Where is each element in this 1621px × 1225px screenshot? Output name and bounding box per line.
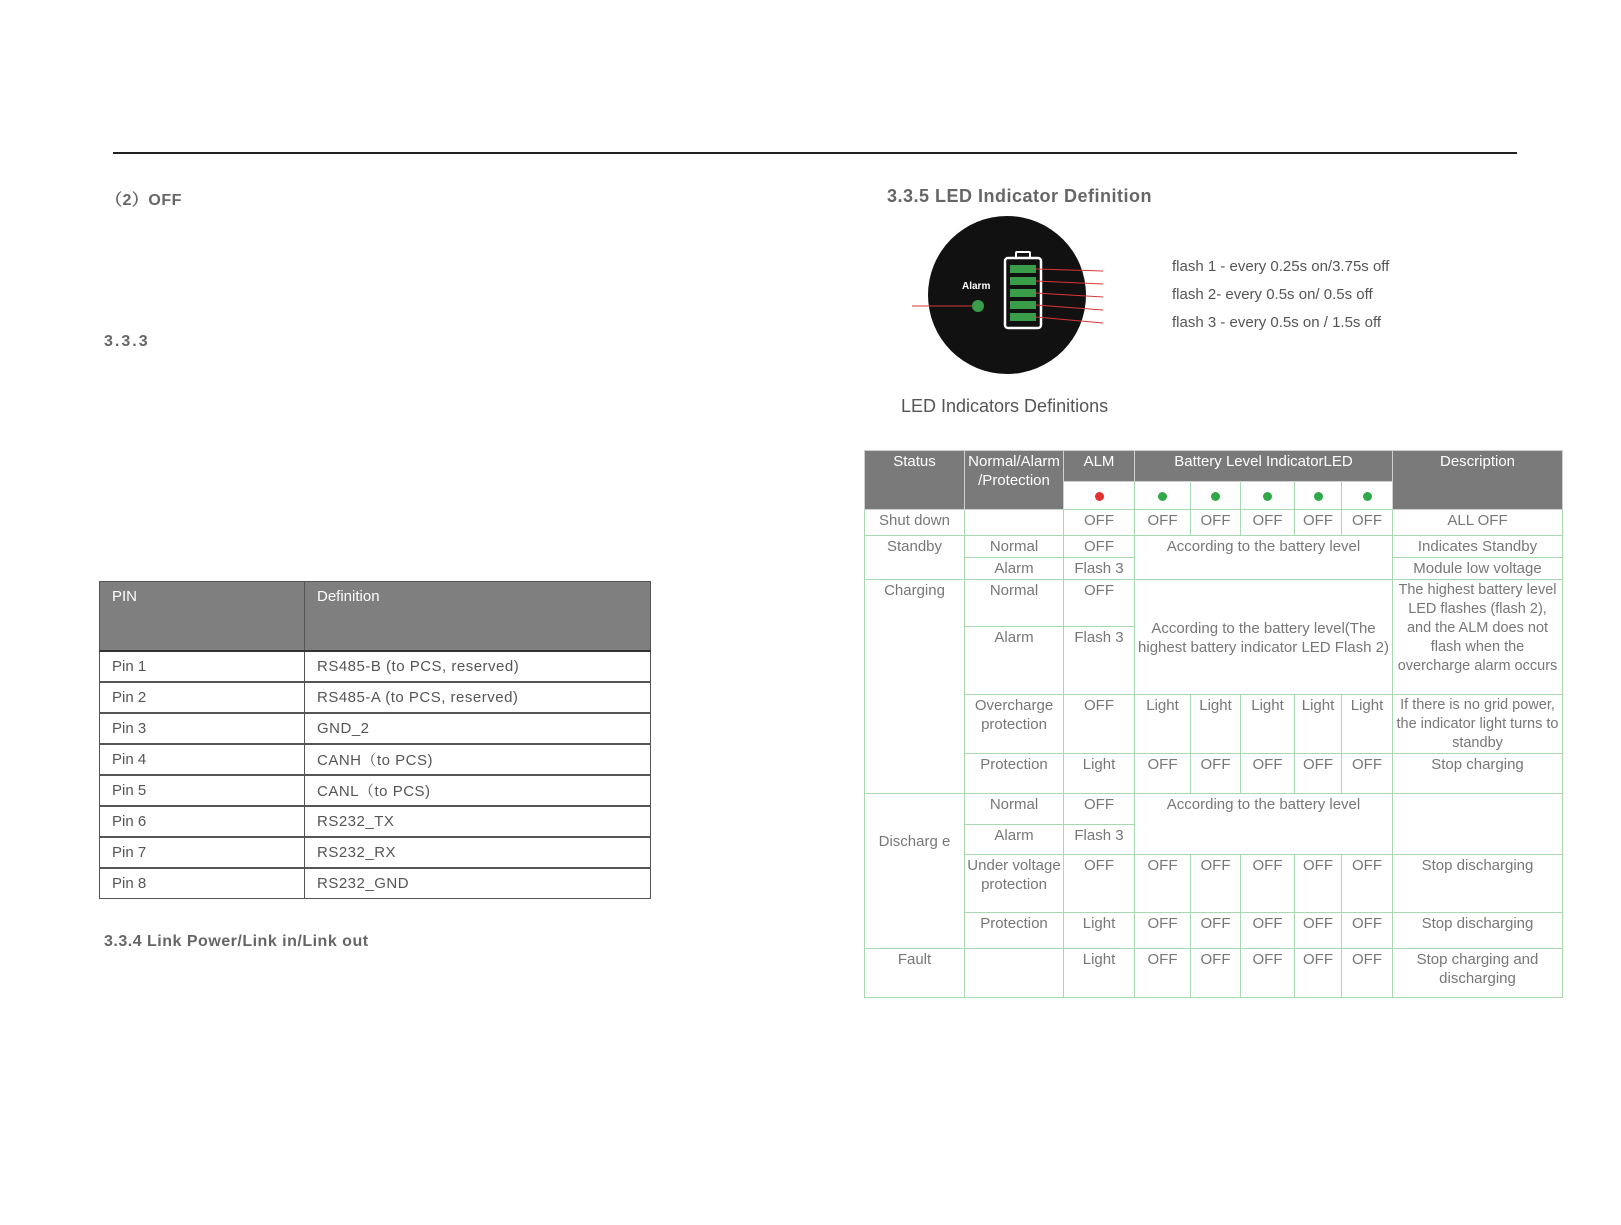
mode-cell: Normal	[965, 580, 1064, 627]
alm-cell: OFF	[1064, 580, 1135, 627]
status-cell: Standby	[865, 536, 965, 580]
mode-cell: Overcharge protection	[965, 695, 1064, 754]
standby-normal-row	[865, 536, 1563, 558]
table-row	[100, 868, 651, 899]
pin-cell: Pin 6	[100, 806, 305, 837]
mode-cell: Normal	[965, 794, 1064, 825]
led-cell: OFF	[1135, 949, 1191, 998]
battery-indicator-1	[1135, 482, 1191, 510]
mode-cell: Alarm	[965, 627, 1064, 695]
alm-cell: Flash 3	[1064, 825, 1135, 855]
definition-cell: CANL（to PCS)	[305, 775, 651, 806]
pin-cell: Pin 5	[100, 775, 305, 806]
led-definition-table	[864, 450, 1563, 998]
header-rule	[113, 152, 1517, 154]
led-cell: OFF	[1295, 949, 1342, 998]
description-cell: Indicates Standby	[1393, 536, 1563, 558]
green-dot-icon	[1314, 492, 1323, 501]
charging-normal-row	[865, 580, 1563, 627]
green-dot-icon	[1263, 492, 1272, 501]
status-cell: Shut down	[865, 510, 965, 536]
section-333-heading: 3.3.3	[104, 333, 150, 350]
section-off-heading: （2）OFF	[106, 192, 182, 209]
status-cell: Fault	[865, 949, 965, 998]
led-cell: OFF	[1241, 949, 1295, 998]
definition-cell: RS485-B (to PCS, reserved)	[305, 651, 651, 682]
status-header: Status	[865, 451, 965, 510]
pin-cell: Pin 1	[100, 651, 305, 682]
mode-cell: Protection	[965, 754, 1064, 794]
led-cell: Light	[1135, 695, 1191, 754]
led-cell: OFF	[1135, 855, 1191, 913]
led-cell: Light	[1295, 695, 1342, 754]
alm-cell: OFF	[1064, 855, 1135, 913]
alm-cell: Flash 3	[1064, 627, 1135, 695]
description-cell: Module low voltage	[1393, 558, 1563, 580]
led-cell: OFF	[1191, 913, 1241, 949]
led-cell: OFF	[1191, 855, 1241, 913]
table-row	[100, 651, 651, 682]
status-cell: Charging	[865, 580, 965, 794]
led-cell: OFF	[1295, 855, 1342, 913]
description-cell: ALL OFF	[1393, 510, 1563, 536]
flash-2-legend: flash 2- every 0.5s on/ 0.5s off	[1172, 286, 1373, 303]
alm-cell: Flash 3	[1064, 558, 1135, 580]
alm-indicator	[1064, 482, 1135, 510]
alm-cell: OFF	[1064, 794, 1135, 825]
battery-indicator-2	[1191, 482, 1241, 510]
description-cell: If there is no grid power, the indicator light turns to standby	[1393, 695, 1563, 754]
mode-cell	[965, 510, 1064, 536]
battery-indicator-4	[1295, 482, 1342, 510]
led-cell: OFF	[1342, 855, 1393, 913]
led-caption: LED Indicators Definitions	[901, 396, 1109, 416]
description-cell: Stop charging	[1393, 754, 1563, 794]
pin-definition-table	[99, 581, 651, 899]
alm-cell: OFF	[1064, 510, 1135, 536]
definition-cell: RS232_TX	[305, 806, 651, 837]
table-row	[100, 775, 651, 806]
led-cell: OFF	[1191, 949, 1241, 998]
description-cell: Stop discharging	[1393, 913, 1563, 949]
alarm-led-dot	[972, 300, 984, 312]
discharge-normal-row	[865, 794, 1563, 825]
red-dot-icon	[1095, 492, 1104, 501]
definition-cell: GND_2	[305, 713, 651, 744]
status-cell: Discharg e	[865, 794, 965, 949]
mode-cell: Protection	[965, 913, 1064, 949]
green-dot-icon	[1211, 492, 1220, 501]
definition-cell: RS232_GND	[305, 868, 651, 899]
led-indicator-figure	[900, 215, 1140, 380]
battery-indicator-5	[1342, 482, 1393, 510]
description-cell: Stop discharging	[1393, 855, 1563, 913]
flash-3-legend: flash 3 - every 0.5s on / 1.5s off	[1172, 314, 1382, 331]
led-cell: Light	[1191, 695, 1241, 754]
mode-cell: Alarm	[965, 558, 1064, 580]
alarm-label: Alarm	[962, 281, 991, 292]
section-335-heading: 3.3.5 LED Indicator Definition	[887, 186, 1153, 206]
led-cell: OFF	[1191, 510, 1241, 536]
battery-level-cell: According to the battery level(The highest battery indicator LED Flash 2)	[1135, 580, 1393, 695]
table-row	[100, 744, 651, 775]
led-cell: OFF	[1241, 510, 1295, 536]
description-cell: The highest battery level LED flashes (flash 2), and the ALM does not flash when the overcharge alarm occurs	[1393, 580, 1563, 695]
pin-cell: Pin 4	[100, 744, 305, 775]
led-cell: OFF	[1241, 754, 1295, 794]
table-row	[100, 713, 651, 744]
definition-header: Definition	[305, 582, 651, 652]
led-cell: OFF	[1191, 754, 1241, 794]
mode-header: Normal/Alarm /Protection	[965, 451, 1064, 510]
charging-overcharge-row	[865, 695, 1563, 754]
table-row	[100, 806, 651, 837]
led-cell: OFF	[1342, 913, 1393, 949]
definition-cell: CANH（to PCS)	[305, 744, 651, 775]
led-cell: OFF	[1342, 949, 1393, 998]
definition-cell: RS485-A (to PCS, reserved)	[305, 682, 651, 713]
alm-header: ALM	[1064, 451, 1135, 482]
table-row	[100, 682, 651, 713]
led-cell: OFF	[1295, 510, 1342, 536]
alm-cell: Light	[1064, 754, 1135, 794]
shutdown-row	[865, 510, 1563, 536]
battery-level-cell: According to the battery level	[1135, 536, 1393, 580]
alm-cell: OFF	[1064, 695, 1135, 754]
table-row	[100, 837, 651, 868]
mode-cell	[965, 949, 1064, 998]
description-header: Description	[1393, 451, 1563, 510]
led-cell: Light	[1241, 695, 1295, 754]
led-cell: OFF	[1295, 913, 1342, 949]
led-cell: OFF	[1241, 913, 1295, 949]
pin-cell: Pin 2	[100, 682, 305, 713]
led-cell: Light	[1342, 695, 1393, 754]
led-cell: OFF	[1135, 754, 1191, 794]
definition-cell: RS232_RX	[305, 837, 651, 868]
flash-1-legend: flash 1 - every 0.25s on/3.75s off	[1172, 258, 1390, 275]
pin-cell: Pin 7	[100, 837, 305, 868]
green-dot-icon	[1363, 492, 1372, 501]
pin-header: PIN	[100, 582, 305, 652]
battery-level-header: Battery Level IndicatorLED	[1135, 451, 1393, 482]
discharge-protection-row	[865, 913, 1563, 949]
charging-protection-row	[865, 754, 1563, 794]
mode-cell: Under voltage protection	[965, 855, 1064, 913]
led-cell: OFF	[1135, 913, 1191, 949]
led-cell: OFF	[1342, 754, 1393, 794]
description-cell: Stop charging and discharging	[1393, 949, 1563, 998]
section-334-heading: 3.3.4 Link Power/Link in/Link out	[104, 933, 369, 950]
alm-cell: OFF	[1064, 536, 1135, 558]
mode-cell: Normal	[965, 536, 1064, 558]
led-cell: OFF	[1135, 510, 1191, 536]
pin-cell: Pin 3	[100, 713, 305, 744]
description-cell	[1393, 794, 1563, 855]
pin-cell: Pin 8	[100, 868, 305, 899]
alm-cell: Light	[1064, 949, 1135, 998]
battery-indicator-3	[1241, 482, 1295, 510]
led-cell: OFF	[1241, 855, 1295, 913]
led-cell: OFF	[1295, 754, 1342, 794]
green-dot-icon	[1158, 492, 1167, 501]
fault-row	[865, 949, 1563, 998]
discharge-undervoltage-row	[865, 855, 1563, 913]
mode-cell: Alarm	[965, 825, 1064, 855]
led-cell: OFF	[1342, 510, 1393, 536]
battery-level-cell: According to the battery level	[1135, 794, 1393, 855]
alm-cell: Light	[1064, 913, 1135, 949]
